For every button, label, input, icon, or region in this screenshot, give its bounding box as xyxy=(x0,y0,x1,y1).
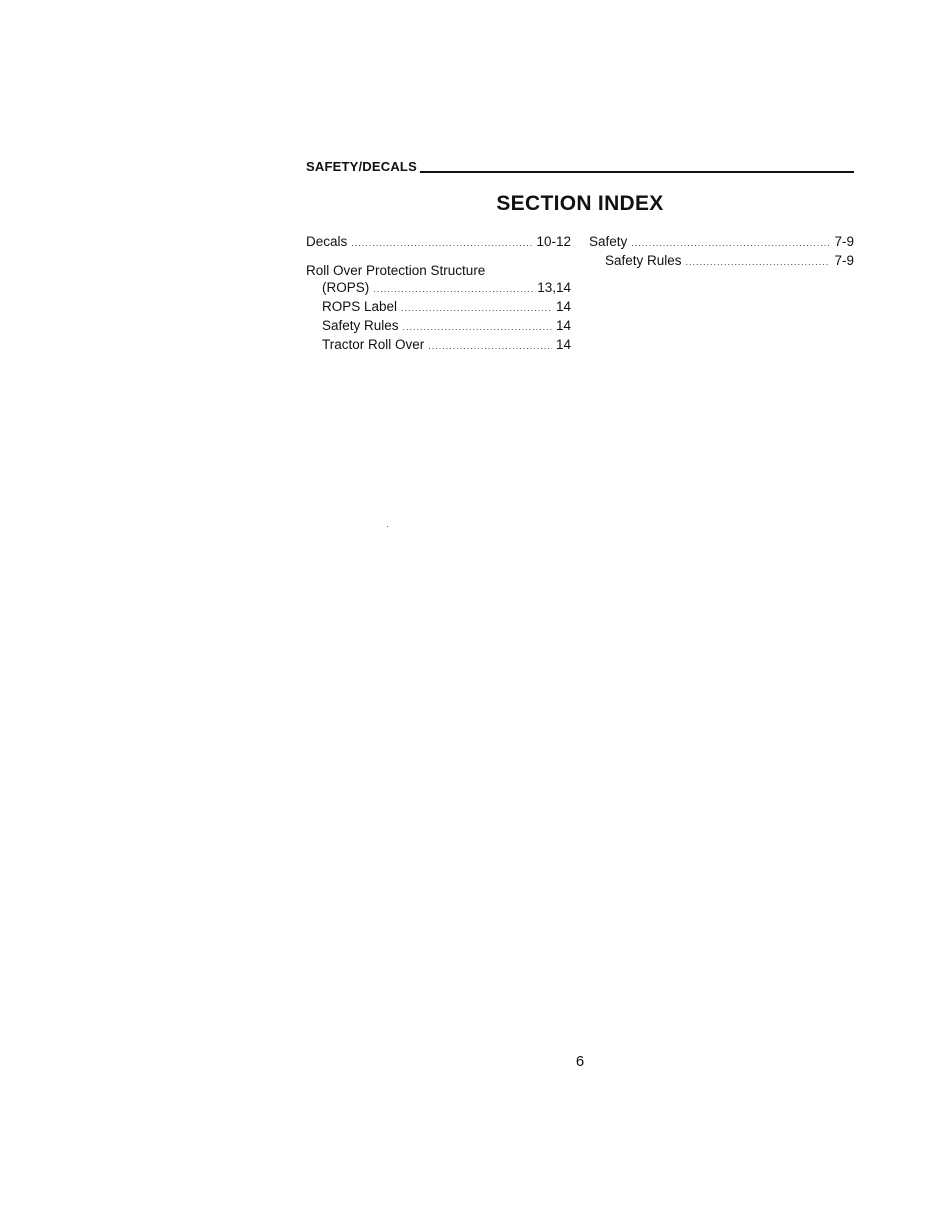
entry-page-ref: 10-12 xyxy=(536,234,571,249)
dot-leader xyxy=(428,338,552,355)
dot-leader xyxy=(686,254,831,271)
entry-label: Safety Rules xyxy=(605,253,682,268)
entry-label: Safety xyxy=(589,234,628,249)
entry-label: Tractor Roll Over xyxy=(322,337,425,352)
entry-label: (ROPS) xyxy=(322,280,370,295)
index-entry-safety xyxy=(589,233,854,252)
scan-speck xyxy=(387,526,388,527)
entry-page-ref: 13,14 xyxy=(537,280,571,295)
entry-page-ref: 14 xyxy=(555,337,571,352)
index-entry-rops-label xyxy=(306,298,571,317)
entry-label: Decals xyxy=(306,234,348,249)
index-entry-decals xyxy=(306,233,571,252)
index-entry-safety-rules xyxy=(589,252,854,271)
entry-label: ROPS Label xyxy=(322,299,398,314)
entry-page-ref: 7-9 xyxy=(834,253,854,268)
section-header xyxy=(306,159,854,175)
dot-leader xyxy=(403,319,552,336)
entry-page-ref: 7-9 xyxy=(834,234,854,249)
spacer xyxy=(306,252,571,262)
index-entry-rops xyxy=(306,279,571,298)
page-number: 6 xyxy=(575,1053,585,1070)
dot-leader xyxy=(631,235,830,252)
index-entry-safety-rules xyxy=(306,317,571,336)
entry-label: Safety Rules xyxy=(322,318,399,333)
dot-leader xyxy=(351,235,532,252)
header-rule xyxy=(420,171,854,173)
dot-leader xyxy=(401,300,552,317)
index-column-right xyxy=(589,233,854,271)
dot-leader xyxy=(373,281,533,298)
entry-page-ref: 14 xyxy=(555,299,571,314)
section-label: SAFETY/DECALS xyxy=(306,159,417,174)
page-title: SECTION INDEX xyxy=(496,192,664,215)
entry-page-ref: 14 xyxy=(555,318,571,333)
index-heading-rops: Roll Over Protection Structure xyxy=(306,263,486,278)
index-entry-tractor-roll-over xyxy=(306,336,571,355)
index-column-left xyxy=(306,233,571,355)
